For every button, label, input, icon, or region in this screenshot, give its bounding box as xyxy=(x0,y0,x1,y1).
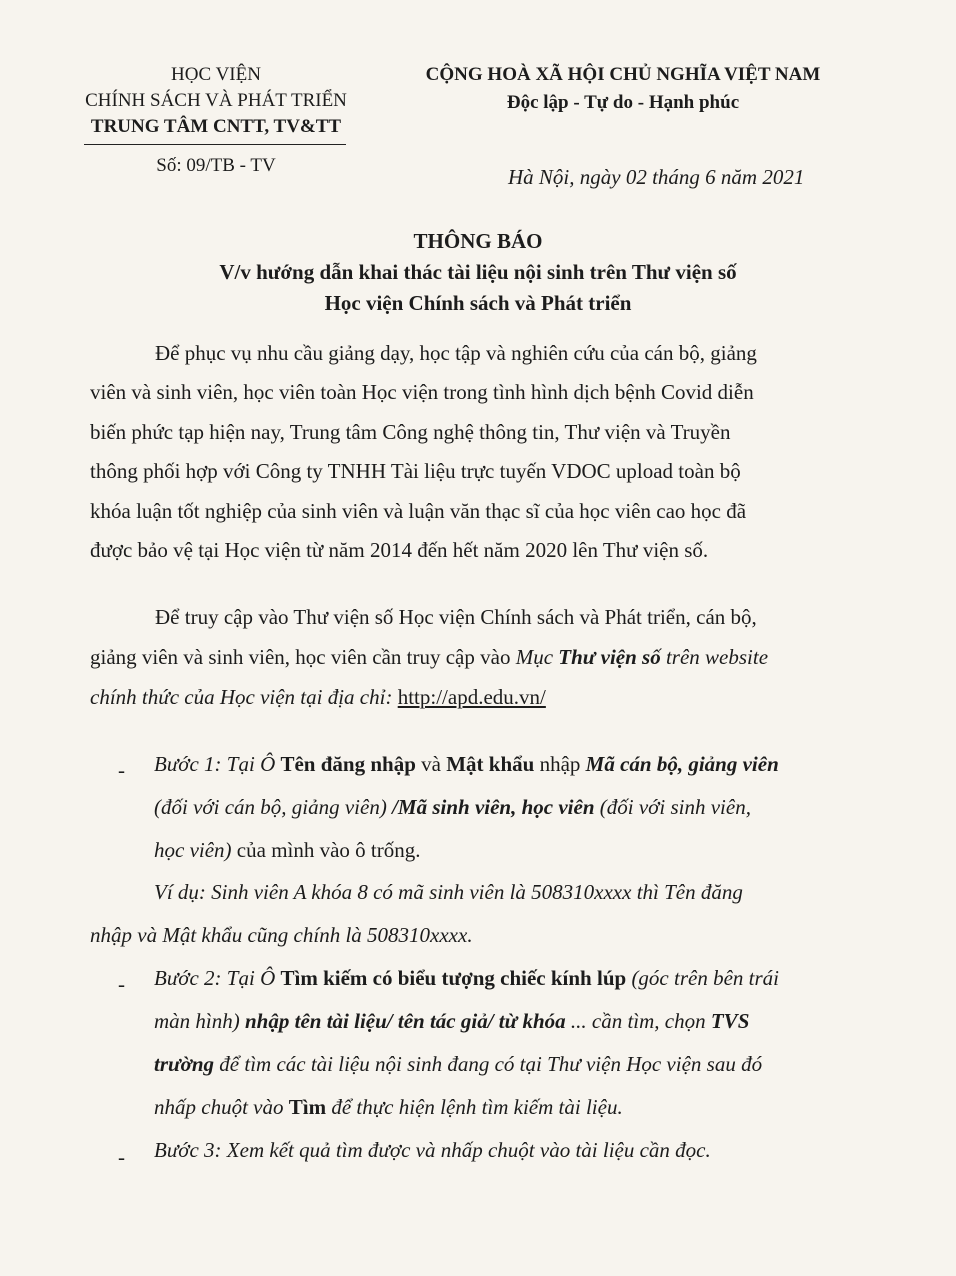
step2-tvs: TVS xyxy=(710,1009,750,1033)
step2-position: (góc trên bên trái xyxy=(626,966,779,990)
para2-line2-text: giảng viên và sinh viên, học viên cần truy cập vào xyxy=(90,645,516,669)
website-link[interactable]: http://apd.edu.vn/ xyxy=(397,685,546,709)
step1-password: Mật khẩu xyxy=(446,752,535,776)
step2-label: Bước 2: Tại Ô xyxy=(154,966,281,990)
para1-line1: Để phục vụ nhu cầu giảng dạy, học tập và nghiên cứu của cán bộ, giảng xyxy=(155,341,757,365)
org-name-line1: HỌC VIỆN xyxy=(171,64,261,85)
para2-line2 xyxy=(90,645,768,670)
doc-subject-line1: V/v hướng dẫn khai thác tài liệu nội sinh trên Thư viện số xyxy=(219,260,737,284)
step1-username: Tên đăng nhập xyxy=(280,752,416,776)
step1-example-line2: nhập và Mật khẩu cũng chính là 508310xxxx. xyxy=(90,923,473,947)
step1-line3 xyxy=(154,838,421,863)
document-number: Số: 09/TB - TV xyxy=(156,155,276,176)
para1-line5: khóa luận tốt nghiệp của sinh viên và luận văn thạc sĩ của học viên cao học đã xyxy=(90,499,747,523)
step1-student-code: /Mã sinh viên, học viên xyxy=(392,795,595,819)
step3-dash: - xyxy=(118,1145,125,1169)
step1-staff-code: Mã cán bộ, giảng viên xyxy=(585,752,779,776)
step3-line1: Bước 3: Xem kết quả tìm được và nhấp chuột vào tài liệu cần đọc. xyxy=(154,1138,711,1162)
para1-line6: được bảo vệ tại Học viện từ năm 2014 đến hết năm 2020 lên Thư viện số. xyxy=(90,538,709,562)
step2-dash: - xyxy=(118,972,125,996)
step1-example-line1: Ví dụ: Sinh viên A khóa 8 có mã sinh viên là 508310xxxx thì Tên đăng xyxy=(154,880,743,904)
step2-screen: màn hình) xyxy=(154,1009,245,1033)
place-date: Hà Nội, ngày 02 tháng 6 năm 2021 xyxy=(508,165,805,189)
para2-address-label: chính thức của Học viện tại địa chỉ: xyxy=(90,685,398,709)
step1-line3-text: của mình vào ô trống. xyxy=(231,838,421,862)
step2-keywords: nhập tên tài liệu/ tên tác giả/ từ khóa xyxy=(245,1009,566,1033)
step2-line1 xyxy=(154,966,779,991)
para2-muc: Mục xyxy=(515,645,559,669)
step1-student-note-end: học viên) xyxy=(154,838,232,862)
org-name-line2: CHÍNH SÁCH VÀ PHÁT TRIỂN xyxy=(85,90,347,111)
step2-truong: trường xyxy=(154,1052,215,1076)
para2-line3 xyxy=(90,685,546,710)
step2-search-box: Tìm kiếm có biểu tượng chiếc kính lúp xyxy=(280,966,627,990)
step2-tim: Tìm xyxy=(288,1095,327,1119)
para2-thu-vien-so: Thư viện số xyxy=(558,645,661,669)
para1-line2: viên và sinh viên, học viên toàn Học viện trong tình hình dịch bệnh Covid diễn xyxy=(90,380,754,404)
step2-find-docs: để tìm các tài liệu nội sinh đang có tại Thư viện Học viện sau đó xyxy=(214,1052,763,1076)
para2-tren-website: trên website xyxy=(660,645,769,669)
step1-line2 xyxy=(154,795,751,820)
step1-and: và xyxy=(415,752,447,776)
para1-line4: thông phối hợp với Công ty TNHH Tài liệu trực tuyến VDOC upload toàn bộ xyxy=(90,459,741,483)
step1-student-note: (đối với sinh viên, xyxy=(594,795,751,819)
step2-line3 xyxy=(154,1052,762,1077)
step1-label: Bước 1: Tại Ô xyxy=(154,752,281,776)
nation-motto: Độc lập - Tự do - Hạnh phúc xyxy=(506,92,740,113)
org-name-line3: TRUNG TÂM CNTT, TV&TT xyxy=(90,116,342,137)
step2-execute: để thực hiện lệnh tìm kiếm tài liệu. xyxy=(326,1095,623,1119)
step2-choose: ... cần tìm, chọn xyxy=(565,1009,711,1033)
para1-line3: biến phức tạp hiện nay, Trung tâm Công nghệ thông tin, Thư viện và Truyền xyxy=(90,420,731,444)
doc-subject-line2: Học viện Chính sách và Phát triển xyxy=(324,291,632,315)
step2-line2 xyxy=(154,1009,749,1034)
step1-line1 xyxy=(154,752,779,777)
doc-title: THÔNG BÁO xyxy=(413,229,543,253)
step1-enter: nhập xyxy=(534,752,586,776)
step1-dash: - xyxy=(118,758,125,782)
step1-staff-note: (đối với cán bộ, giảng viên) xyxy=(154,795,393,819)
step2-line4 xyxy=(154,1095,623,1120)
para2-line1: Để truy cập vào Thư viện số Học viện Chính sách và Phát triển, cán bộ, xyxy=(155,605,757,629)
nation-name: CỘNG HOÀ XÃ HỘI CHỦ NGHĨA VIỆT NAM xyxy=(425,64,821,85)
step2-click: nhấp chuột vào xyxy=(154,1095,289,1119)
org-underline xyxy=(84,144,346,145)
